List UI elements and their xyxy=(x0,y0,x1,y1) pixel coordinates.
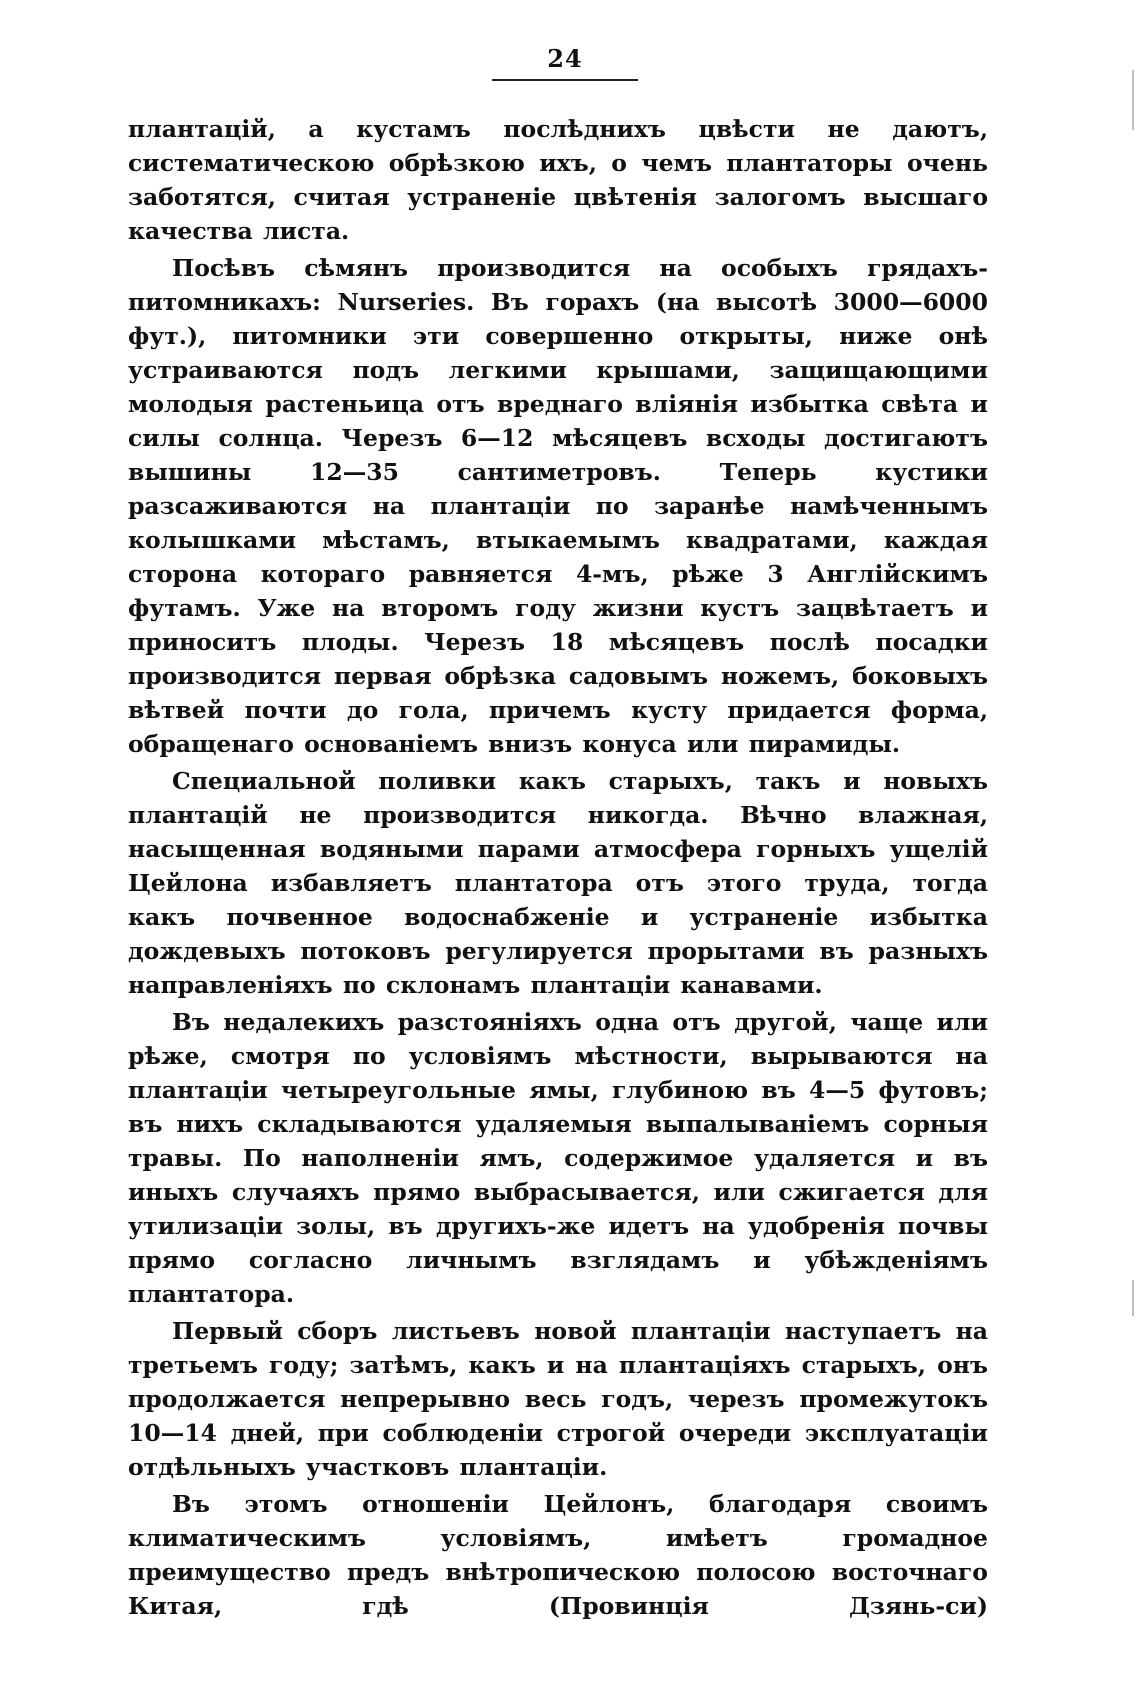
body-text xyxy=(128,112,988,1626)
paragraph-5: Первый сборъ листьевъ новой плантаціи наступаетъ на третьемъ году; затѣмъ, какъ и на плантаціяхъ старыхъ, онъ продолжается непрерывно весь годъ, черезъ промежутокъ 10—14 дней, при соблюденіи строгой очереди эксплуатаціи отдѣльныхъ участковъ плантаціи. xyxy=(128,1317,988,1481)
paragraph-6: Въ этомъ отношеніи Цейлонъ, благодаря своимъ климатическимъ условіямъ, имѣетъ громадное преимущество предъ внѣтропическою полосою восточнаго Китая, гдѣ (Провинція Дзянь-си) xyxy=(128,1490,988,1620)
paragraph-3: Специальной поливки какъ старыхъ, такъ и новыхъ плантацій не производится никогда. Вѣчно влажная, насыщенная водяными парами атмосфера горныхъ ущелій Цейлона избавляетъ плантатора отъ этого труда, тогда какъ почвенное водоснабженіе и устраненіе избытка дождевыхъ потоковъ регулируется прорытами въ разныхъ направленіяхъ по склонамъ плантаціи канавами. xyxy=(128,767,988,999)
paragraph-2: Посѣвъ сѣмянъ производится на особыхъ грядахъ-питомникахъ: Nurseries. Въ горахъ (на высотѣ 3000—6000 фут.), питомники эти совершенно открыты, ниже онѣ устраиваются подъ легкими крышами, защищающими молодыя растеньица отъ вреднаго вліянія избытка свѣта и силы солнца. Черезъ 6—12 мѣсяцевъ всходы достигаютъ вышины 12—35 сантиметровъ. Теперь кустики разсаживаются на плантаціи по заранѣе намѣченнымъ колышками мѣстамъ, втыкаемымъ квадратами, каждая сторона котораго равняется 4-мъ, рѣже 3 Англійскимъ футамъ. Уже на второмъ году жизни кустъ зацвѣтаетъ и приноситъ плоды. Черезъ 18 мѣсяцевъ послѣ посадки производится первая обрѣзка садовымъ ножемъ, боковыхъ вѣтвей почти до гола, причемъ кусту придается форма, обращенаго основаніемъ внизъ конуса или пирамиды. xyxy=(128,254,988,758)
paragraph-1: плантацій, а кустамъ послѣднихъ цвѣсти не даютъ, систематическою обрѣзкою ихъ, о чемъ плантаторы очень заботятся, считая устраненіе цвѣтенія залогомъ высшаго качества листа. xyxy=(128,115,988,245)
page-number: 24 xyxy=(547,44,583,73)
page-edge-mark xyxy=(1132,70,1134,130)
page-number-rule xyxy=(492,79,638,81)
page-edge-mark xyxy=(1132,1280,1134,1316)
paragraph-4: Въ недалекихъ разстояніяхъ одна отъ другой, чаще или рѣже, смотря по условіямъ мѣстности, вырываются на плантаціи четыреугольные ямы, глубиною въ 4—5 футовъ; въ нихъ складываются удаляемыя выпалываніемъ сорныя травы. По наполненіи ямъ, содержимое удаляется и въ иныхъ случаяхъ прямо выбрасывается, или сжигается для утилизаціи золы, въ другихъ-же идетъ на удобренія почвы прямо согласно личнымъ взглядамъ и убѣжденіямъ плантатора. xyxy=(128,1008,988,1308)
